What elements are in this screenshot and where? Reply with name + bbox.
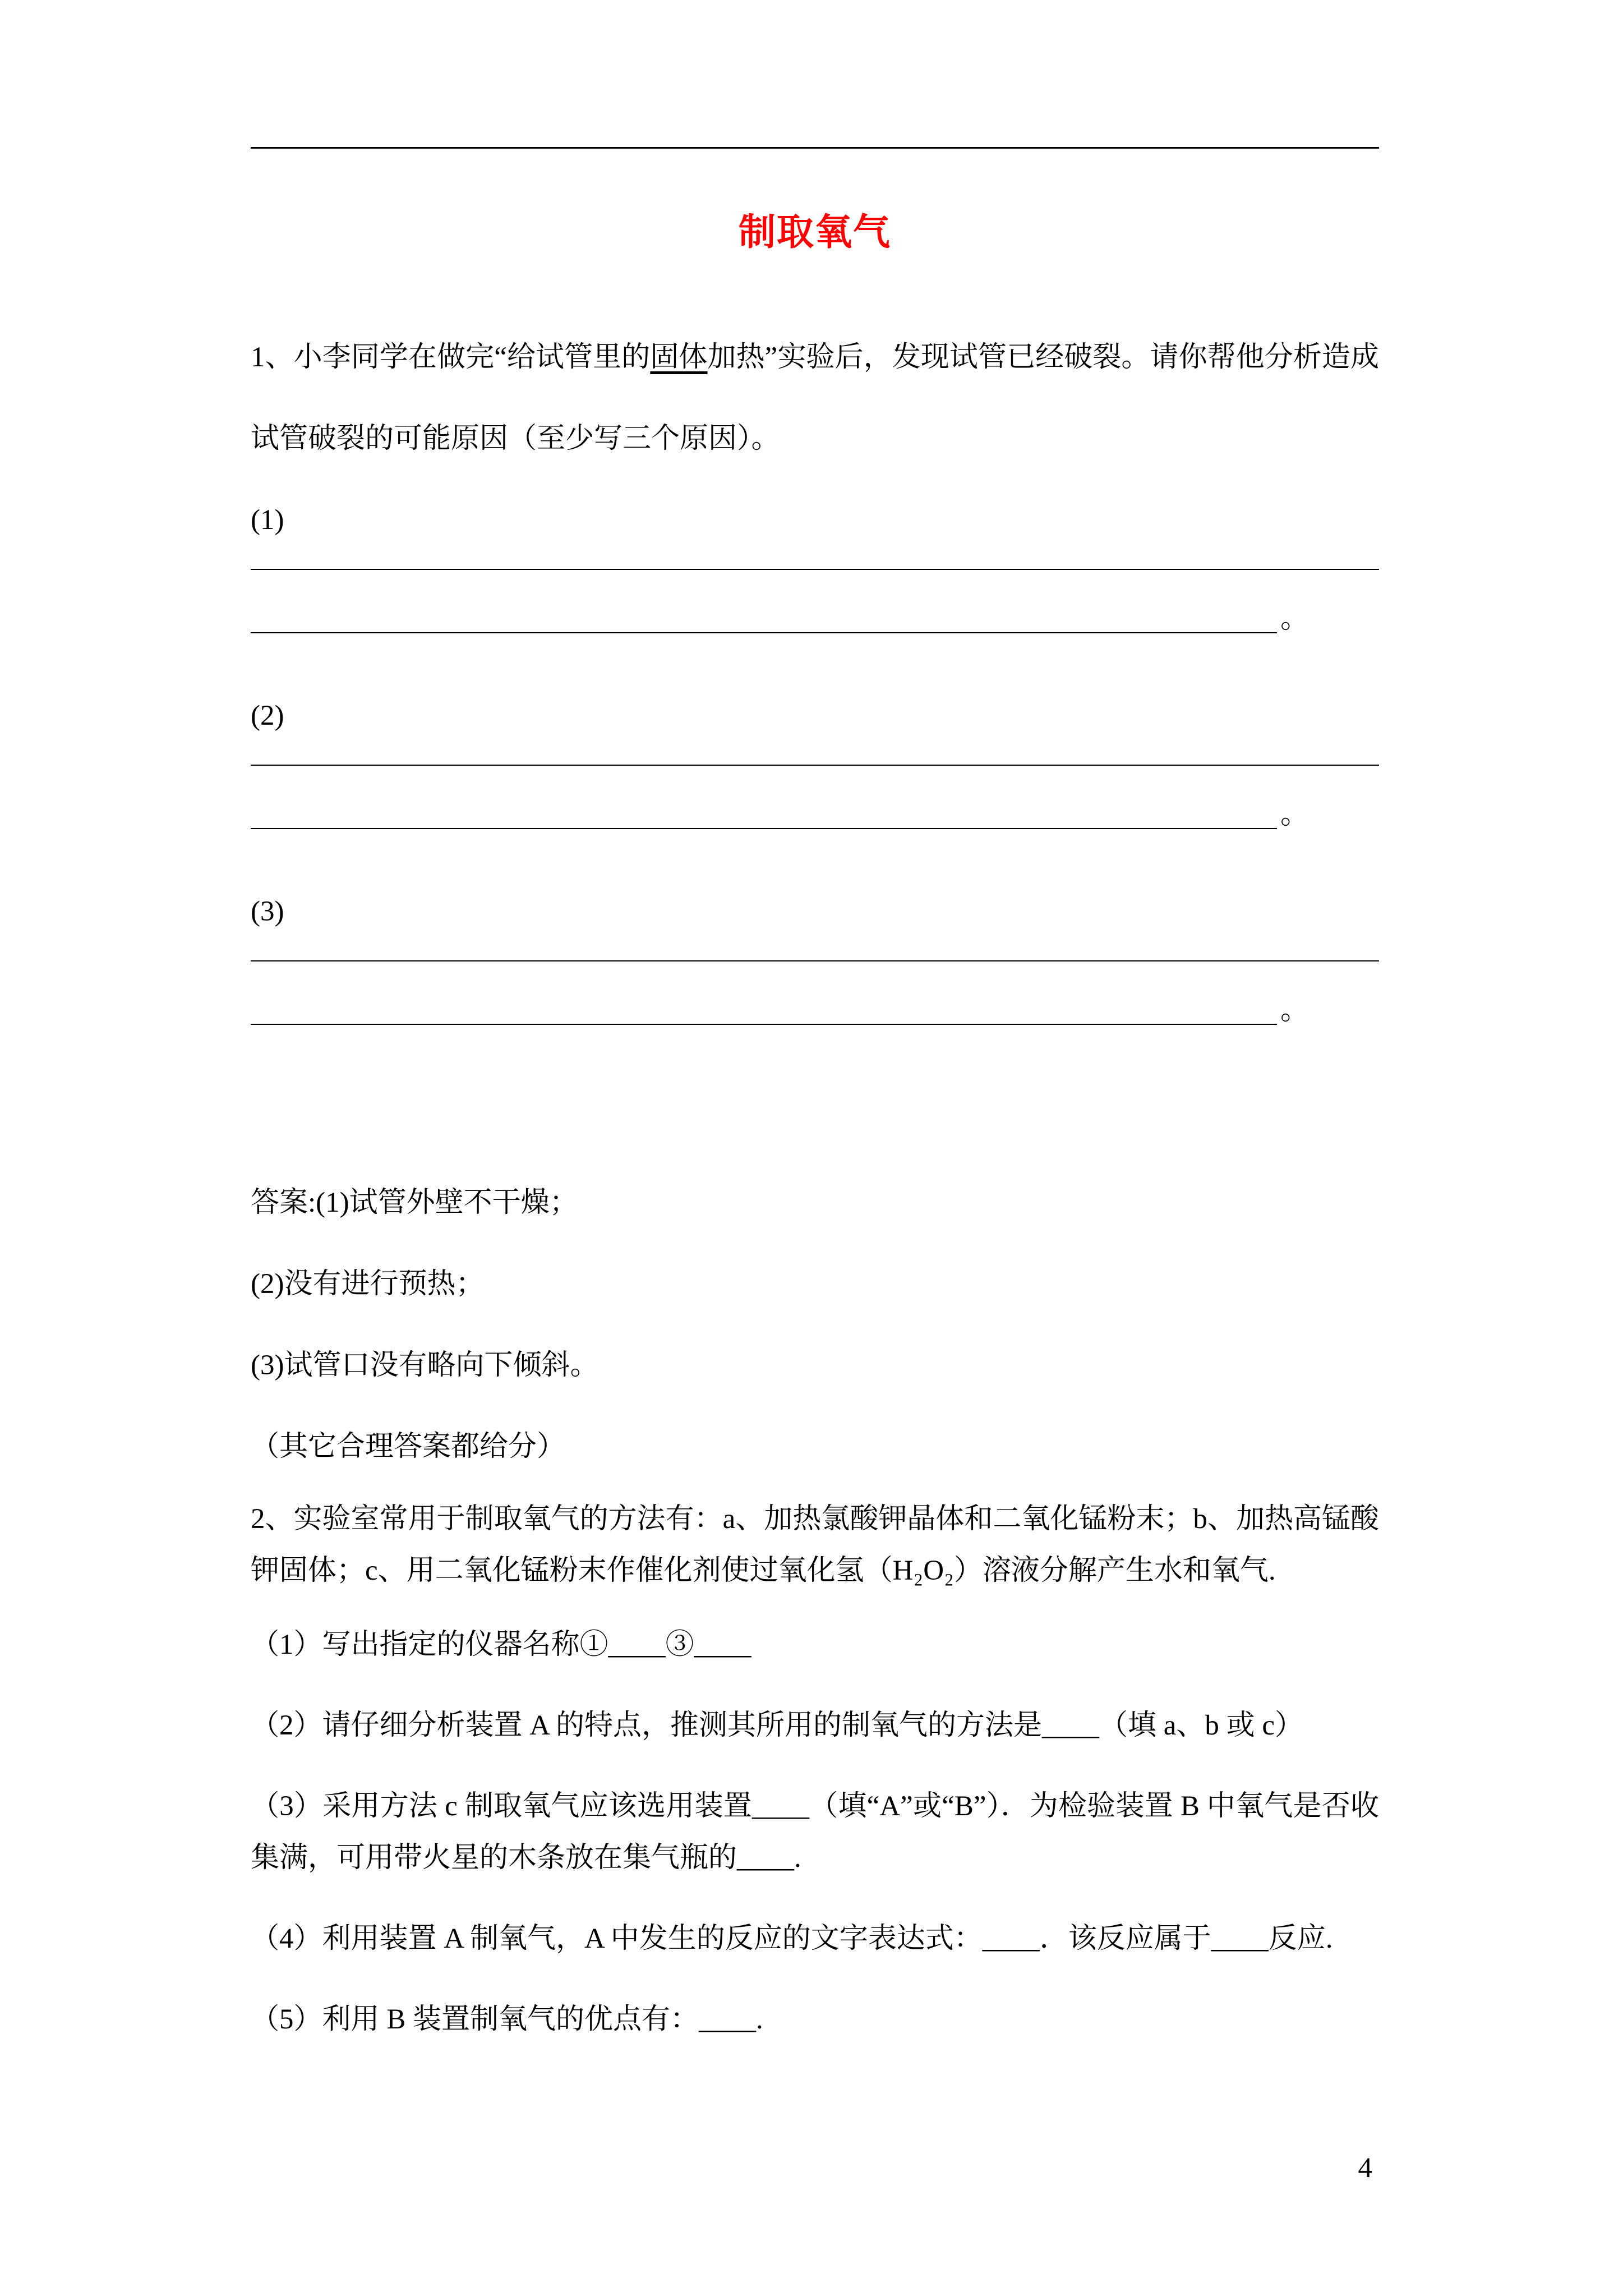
question1-blank-1 [251,480,1379,633]
blank-1-answer-line-2 [251,610,1277,633]
blank-3-label: (3) [251,896,284,927]
blank-2-label: (2) [251,700,284,731]
page-title: 制取氧气 [739,211,891,252]
document-content [251,147,1379,2045]
question1-underlined-term: 固体 [650,342,708,373]
question2-item-1: （1）写出指定的仪器名称①____③____ [251,1629,751,1660]
blank-2-answer-row [251,800,1379,829]
blank-1-answer-row [251,605,1379,633]
blank-3-answer-line-2 [251,1001,1277,1025]
answer-line-3: (3)试管口没有略向下倾斜。 [251,1350,599,1381]
question1-blank-2 [251,675,1379,829]
blank-1-answer-line-1 [251,569,1379,570]
blank-1-label: (1) [251,504,284,536]
blank-1-period: 。 [1280,603,1310,634]
blank-2-answer-line-1 [251,765,1379,766]
question1-text-part2: 加热”实验后，发现试管已经破裂。请你帮他分析造成试管破裂的可能原因（至少写三个原因）。 [251,342,1379,454]
header-rule [251,147,1379,149]
answer-note: （其它合理答案都给分） [251,1431,566,1462]
question2-intro: 2、实验室常用于制取氧气的方法有：a、加热氯酸钾晶体和二氧化锰粉末；b、加热高锰酸钾固体；c、用二氧化锰粉末作催化剂使过氧化氢（H₂O₂）溶液分解产生水和氧气. [251,1503,1379,1586]
blank-2-period: 。 [1280,799,1310,830]
question2-item-4: （4）利用装置 A 制氧气，A 中发生的反应的文字表达式：____．该反应属于____反应. [251,1923,1333,1954]
answer-line-2: (2)没有进行预热； [251,1268,485,1300]
page-number: 4 [1358,2152,1372,2184]
blank-3-answer-row [251,996,1379,1025]
blank-2-answer-line-2 [251,806,1277,829]
question1-answers [251,1162,1379,1488]
blank-3-answer-line-1 [251,960,1379,961]
question1-text-part1: 1、小李同学在做完“给试管里的 [251,342,651,373]
blank-3-period: 。 [1280,995,1310,1026]
answer-line-1: 答案:(1)试管外壁不干燥； [251,1187,578,1218]
question2-item-5: （5）利用 B 装置制氧气的优点有：____. [251,2004,763,2035]
question2-item-3: （3）采用方法 c 制取氧气应该选用装置____（填“A”或“B”）．为检验装置 B 中氧气是否收集满，可用带火星的木条放在集气瓶的____. [251,1791,1379,1874]
question2-item-2: （2）请仔细分析装置 A 的特点，推测其所用的制氧气的方法是____（填 a、b 或 c） [251,1710,1304,1741]
question1-blank-3 [251,871,1379,1025]
question1-text [251,317,1379,480]
